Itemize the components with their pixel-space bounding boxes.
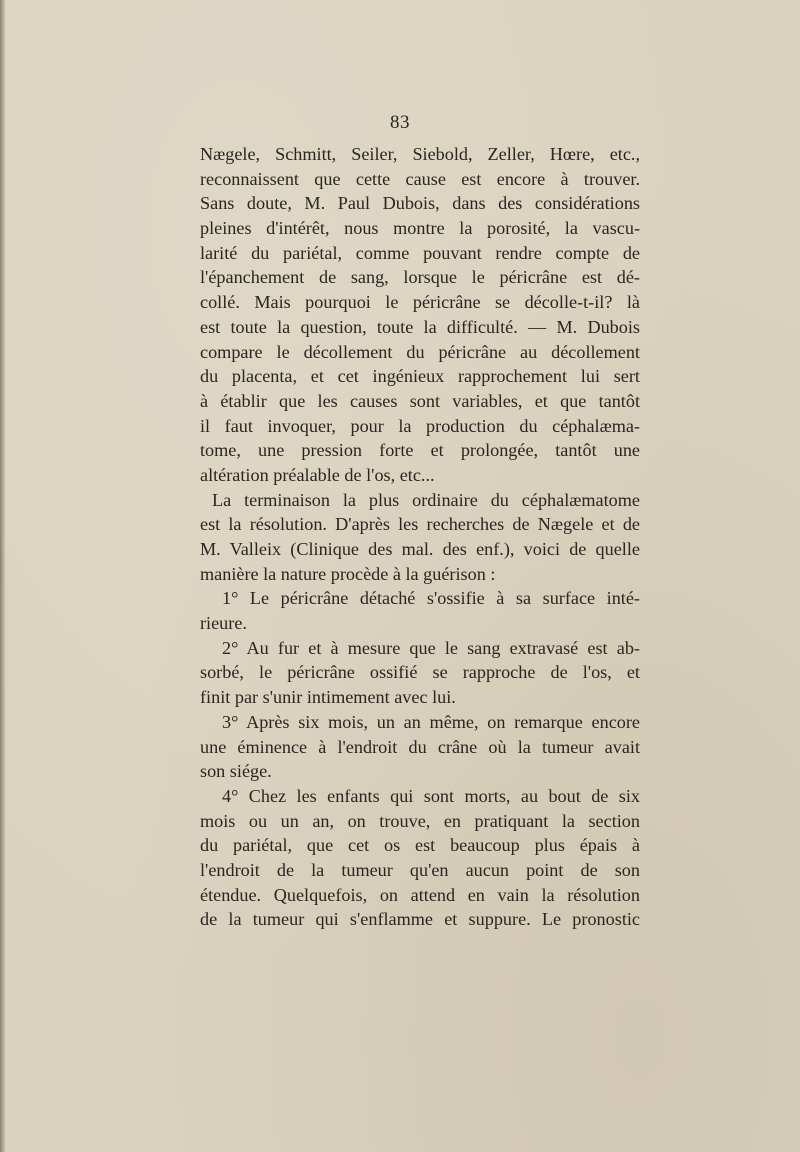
text-line: du placenta, et cet ingénieux rapprochement lui sert	[200, 366, 640, 387]
text-line: collé. Mais pourquoi le péricrâne se décolle-t-il? là	[200, 292, 640, 313]
text-line: de la tumeur qui s'enflamme et suppure. Le pronostic	[200, 909, 640, 930]
text-line: du pariétal, que cet os est beaucoup plus épais à	[200, 835, 640, 856]
text-line: sorbé, le péricrâne ossifié se rapproche de l'os, et	[200, 662, 640, 683]
text-line: l'endroit de la tumeur qu'en aucun point de son	[200, 859, 640, 880]
text-line: M. Valleix (Clinique des mal. des enf.), voici de quelle	[200, 539, 640, 559]
page-number: 83	[390, 112, 410, 133]
text-line: rieure.	[200, 613, 247, 634]
text-line: 1° Le péricrâne détaché s'ossifie à sa surface inté-	[222, 588, 640, 609]
text-line: est toute la question, toute la difficulté. — M. Dubois	[200, 316, 640, 337]
body-text	[200, 142, 640, 932]
text-line: l'épanchement de sang, lorsque le péricrâne est dé-	[200, 267, 640, 288]
text-line: mois ou un an, on trouve, en pratiquant la section	[200, 810, 640, 831]
text-line: altération préalable de l'os, etc...	[200, 464, 435, 485]
text-line: il faut invoquer, pour la production du céphalæma-	[200, 415, 640, 436]
text-line: Nægele, Schmitt, Seiler, Siebold, Zeller, Hœre, etc.,	[200, 144, 640, 164]
text-line: manière la nature procède à la guérison :	[200, 563, 496, 584]
text-line: son siége.	[200, 761, 272, 782]
text-line: larité du pariétal, comme pouvant rendre compte de	[200, 242, 640, 263]
text-line: 2° Au fur et à mesure que le sang extravasé est ab-	[222, 637, 640, 658]
text-line: étendue. Quelquefois, on attend en vain la résolution	[200, 884, 640, 905]
text-line: reconnaissent que cette cause est encore à trouver.	[200, 168, 640, 189]
text-line: 4° Chez les enfants qui sont morts, au bout de six	[222, 785, 640, 806]
text-line: 3° Après six mois, un an même, on remarque encore	[222, 711, 640, 732]
text-line: compare le décollement du péricrâne au décollement	[200, 341, 640, 362]
page-gutter-shadow	[0, 0, 6, 1152]
text-line: une éminence à l'endroit du crâne où la tumeur avait	[200, 736, 640, 757]
text-line: finit par s'unir intimement avec lui.	[200, 687, 456, 708]
text-line: à établir que les causes sont variables, et que tantôt	[200, 390, 640, 411]
text-line: est la résolution. D'après les recherches de Nægele et de	[200, 514, 640, 535]
text-line: pleines d'intérêt, nous montre la porosité, la vascu-	[200, 218, 640, 239]
text-line: Sans doute, M. Paul Dubois, dans des considérations	[200, 193, 640, 214]
text-line: La terminaison la plus ordinaire du céphalæmatome	[212, 489, 640, 510]
text-line: tome, une pression forte et prolongée, tantôt une	[200, 440, 640, 461]
